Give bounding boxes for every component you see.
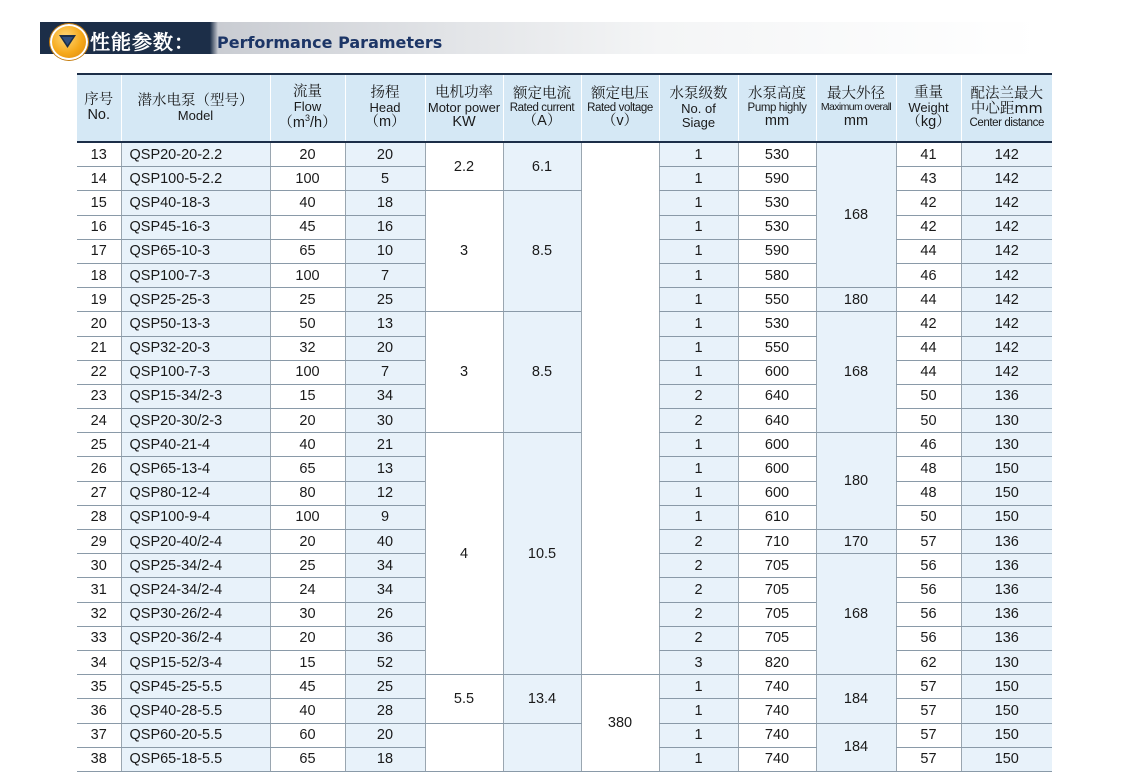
header-height-zh: 水泵高度 xyxy=(748,85,806,102)
cell-stages: 1 xyxy=(659,505,738,529)
cell-no: 16 xyxy=(77,215,121,239)
cell-pump-height: 590 xyxy=(738,167,816,191)
cell-flow: 40 xyxy=(270,433,345,457)
header-diameter xyxy=(816,74,896,142)
cell-flange-distance: 150 xyxy=(961,699,1052,723)
header-flow-unit-pre: （m xyxy=(278,114,305,131)
cell-weight: 44 xyxy=(896,288,961,312)
cell-flange-distance: 150 xyxy=(961,505,1052,529)
cell-flange-distance: 150 xyxy=(961,723,1052,747)
header-diameter-zh: 最大外径 xyxy=(827,86,885,103)
cell-pump-height: 550 xyxy=(738,288,816,312)
cell-no: 34 xyxy=(77,650,121,674)
cell-weight: 42 xyxy=(896,191,961,215)
cell-stages: 1 xyxy=(659,312,738,336)
cell-pump-height: 705 xyxy=(738,626,816,650)
cell-weight: 44 xyxy=(896,336,961,360)
table-body xyxy=(77,142,1052,771)
cell-flow: 20 xyxy=(270,626,345,650)
cell-head: 25 xyxy=(345,675,425,699)
cell-weight: 57 xyxy=(896,675,961,699)
cell-model: QSP40-21-4 xyxy=(121,433,270,457)
cell-no: 23 xyxy=(77,384,121,408)
cell-pump-height: 600 xyxy=(738,360,816,384)
header-head xyxy=(345,74,425,142)
cell-flow: 15 xyxy=(270,384,345,408)
performance-table-wrapper xyxy=(77,73,1052,772)
cell-head: 21 xyxy=(345,433,425,457)
cell-model: QSP100-5-2.2 xyxy=(121,167,270,191)
cell-flow: 15 xyxy=(270,650,345,674)
cell-stages: 1 xyxy=(659,723,738,747)
header-power-zh: 电机功率 xyxy=(435,84,493,101)
cell-weight: 42 xyxy=(896,215,961,239)
header-current-zh: 额定电流 xyxy=(513,85,571,102)
cell-weight: 56 xyxy=(896,578,961,602)
cell-weight: 43 xyxy=(896,167,961,191)
cell-head: 36 xyxy=(345,626,425,650)
header-stages xyxy=(659,74,738,142)
cell-weight: 42 xyxy=(896,312,961,336)
cell-flange-distance: 142 xyxy=(961,263,1052,287)
section-title-en: Performance Parameters xyxy=(217,33,443,52)
cell-no: 28 xyxy=(77,505,121,529)
cell-head: 40 xyxy=(345,530,425,554)
cell-weight: 57 xyxy=(896,747,961,771)
header-head-en: Head xyxy=(369,100,401,116)
cell-stages: 2 xyxy=(659,626,738,650)
header-voltage-unit: （v） xyxy=(601,113,639,130)
cell-head: 34 xyxy=(345,578,425,602)
cell-no: 27 xyxy=(77,481,121,505)
cell-stages: 1 xyxy=(659,675,738,699)
cell-pump-height: 600 xyxy=(738,457,816,481)
cell-head: 13 xyxy=(345,457,425,481)
cell-head: 34 xyxy=(345,384,425,408)
cell-weight: 56 xyxy=(896,554,961,578)
cell-no: 17 xyxy=(77,239,121,263)
cell-head: 30 xyxy=(345,409,425,433)
table-row xyxy=(77,433,1052,457)
cell-flow: 100 xyxy=(270,263,345,287)
header-height-unit: mm xyxy=(764,113,790,130)
cell-flange-distance: 130 xyxy=(961,409,1052,433)
cell-flow: 25 xyxy=(270,288,345,312)
cell-max-diameter: 168 xyxy=(816,312,896,433)
cell-model: QSP65-10-3 xyxy=(121,239,270,263)
cell-model: QSP50-13-3 xyxy=(121,312,270,336)
cell-no: 15 xyxy=(77,191,121,215)
section-header-band xyxy=(40,22,1139,54)
cell-stages: 1 xyxy=(659,360,738,384)
header-flange-zh: 配法兰最大 xyxy=(970,85,1043,102)
cell-flange-distance: 142 xyxy=(961,215,1052,239)
cell-flange-distance: 142 xyxy=(961,360,1052,384)
cell-no: 31 xyxy=(77,578,121,602)
cell-weight: 50 xyxy=(896,409,961,433)
cell-no: 13 xyxy=(77,142,121,167)
cell-weight: 46 xyxy=(896,433,961,457)
cell-flow: 100 xyxy=(270,167,345,191)
header-flow-zh: 流量 xyxy=(293,84,322,101)
cell-model: QSP100-7-3 xyxy=(121,263,270,287)
header-diameter-unit: mm xyxy=(843,112,869,129)
header-flow-unit-post: /h） xyxy=(310,114,337,131)
cell-flow: 65 xyxy=(270,747,345,771)
cell-stages: 2 xyxy=(659,578,738,602)
cell-stages: 1 xyxy=(659,263,738,287)
cell-max-diameter: 168 xyxy=(816,554,896,675)
cell-no: 36 xyxy=(77,699,121,723)
header-power xyxy=(425,74,503,142)
cell-flange-distance: 136 xyxy=(961,384,1052,408)
cell-flow: 20 xyxy=(270,530,345,554)
cell-rated-current: 8.5 xyxy=(503,312,581,433)
cell-head: 7 xyxy=(345,360,425,384)
cell-flow: 20 xyxy=(270,409,345,433)
cell-model: QSP40-28-5.5 xyxy=(121,699,270,723)
cell-pump-height: 640 xyxy=(738,384,816,408)
cell-rated-current: 10.5 xyxy=(503,433,581,675)
cell-stages: 1 xyxy=(659,747,738,771)
cell-pump-height: 600 xyxy=(738,481,816,505)
cell-stages: 2 xyxy=(659,602,738,626)
cell-pump-height: 530 xyxy=(738,312,816,336)
cell-stages: 1 xyxy=(659,239,738,263)
cell-no: 20 xyxy=(77,312,121,336)
header-stages-en: No. of xyxy=(681,100,716,116)
cell-pump-height: 740 xyxy=(738,675,816,699)
cell-flange-distance: 136 xyxy=(961,578,1052,602)
cell-max-diameter: 180 xyxy=(816,433,896,530)
cell-stages: 2 xyxy=(659,409,738,433)
cell-flange-distance: 150 xyxy=(961,747,1052,771)
cell-pump-height: 590 xyxy=(738,239,816,263)
cell-no: 18 xyxy=(77,263,121,287)
cell-flow: 40 xyxy=(270,699,345,723)
header-height-en: Pump highly xyxy=(747,101,807,114)
cell-weight: 56 xyxy=(896,626,961,650)
header-weight-unit: （kg） xyxy=(906,113,951,130)
cell-stages: 2 xyxy=(659,530,738,554)
cell-flange-distance: 142 xyxy=(961,312,1052,336)
cell-flange-distance: 142 xyxy=(961,142,1052,167)
cell-model: QSP15-52/3-4 xyxy=(121,650,270,674)
cell-pump-height: 710 xyxy=(738,530,816,554)
cell-no: 26 xyxy=(77,457,121,481)
cell-max-diameter: 184 xyxy=(816,723,896,771)
cell-motor-power xyxy=(425,723,503,771)
cell-stages: 1 xyxy=(659,433,738,457)
header-current xyxy=(503,74,581,142)
performance-parameters-table xyxy=(77,73,1052,772)
cell-weight: 62 xyxy=(896,650,961,674)
cell-no: 33 xyxy=(77,626,121,650)
cell-flow: 32 xyxy=(270,336,345,360)
cell-no: 30 xyxy=(77,554,121,578)
cell-motor-power: 5.5 xyxy=(425,675,503,723)
cell-flow: 100 xyxy=(270,360,345,384)
header-height xyxy=(738,74,816,142)
cell-pump-height: 705 xyxy=(738,602,816,626)
table-row xyxy=(77,191,1052,215)
cell-pump-height: 530 xyxy=(738,215,816,239)
cell-weight: 50 xyxy=(896,384,961,408)
header-flow-unit xyxy=(272,114,344,131)
cell-flow: 24 xyxy=(270,578,345,602)
header-current-en: Rated current xyxy=(509,101,575,114)
cell-weight: 46 xyxy=(896,263,961,287)
cell-stages: 2 xyxy=(659,554,738,578)
table-row xyxy=(77,142,1052,167)
cell-head: 9 xyxy=(345,505,425,529)
cell-pump-height: 820 xyxy=(738,650,816,674)
cell-no: 37 xyxy=(77,723,121,747)
cell-stages: 3 xyxy=(659,650,738,674)
cell-flow: 80 xyxy=(270,481,345,505)
header-model-zh: 潜水电泵（型号） xyxy=(137,92,254,109)
cell-head: 28 xyxy=(345,699,425,723)
cell-pump-height: 705 xyxy=(738,578,816,602)
cell-model: QSP20-30/2-3 xyxy=(121,409,270,433)
cell-pump-height: 530 xyxy=(738,142,816,167)
cell-head: 16 xyxy=(345,215,425,239)
cell-flange-distance: 150 xyxy=(961,457,1052,481)
cell-head: 5 xyxy=(345,167,425,191)
cell-no: 24 xyxy=(77,409,121,433)
cell-stages: 1 xyxy=(659,457,738,481)
cell-stages: 1 xyxy=(659,167,738,191)
cell-model: QSP30-26/2-4 xyxy=(121,602,270,626)
cell-flow: 20 xyxy=(270,142,345,167)
cell-flange-distance: 142 xyxy=(961,167,1052,191)
cell-model: QSP20-36/2-4 xyxy=(121,626,270,650)
cell-no: 35 xyxy=(77,675,121,699)
cell-flow: 50 xyxy=(270,312,345,336)
cell-no: 14 xyxy=(77,167,121,191)
cell-head: 10 xyxy=(345,239,425,263)
cell-pump-height: 530 xyxy=(738,191,816,215)
chevron-down-badge-icon xyxy=(50,24,88,60)
cell-model: QSP100-9-4 xyxy=(121,505,270,529)
header-weight-en: Weight xyxy=(908,100,949,116)
header-no-zh: 序号 xyxy=(84,91,114,108)
header-flow-en: Flow xyxy=(293,99,322,115)
cell-flange-distance: 136 xyxy=(961,554,1052,578)
cell-max-diameter: 170 xyxy=(816,530,896,554)
header-model-en: Model xyxy=(177,107,214,123)
cell-flange-distance: 136 xyxy=(961,626,1052,650)
cell-model: QSP65-18-5.5 xyxy=(121,747,270,771)
header-voltage xyxy=(581,74,659,142)
table-row xyxy=(77,723,1052,747)
header-voltage-zh: 额定电压 xyxy=(591,85,649,102)
cell-stages: 1 xyxy=(659,481,738,505)
header-voltage-en: Rated voltage xyxy=(587,101,653,114)
cell-flange-distance: 142 xyxy=(961,288,1052,312)
cell-model: QSP45-25-5.5 xyxy=(121,675,270,699)
cell-head: 20 xyxy=(345,723,425,747)
cell-stages: 2 xyxy=(659,384,738,408)
table-row xyxy=(77,675,1052,699)
cell-head: 25 xyxy=(345,288,425,312)
table-header-row xyxy=(77,74,1052,142)
cell-rated-current: 13.4 xyxy=(503,675,581,723)
cell-model: QSP25-25-3 xyxy=(121,288,270,312)
cell-weight: 57 xyxy=(896,530,961,554)
cell-stages: 1 xyxy=(659,336,738,360)
chevron-down-icon xyxy=(59,35,76,48)
cell-pump-height: 610 xyxy=(738,505,816,529)
cell-flange-distance: 150 xyxy=(961,675,1052,699)
cell-rated-voltage: 380 xyxy=(581,675,659,772)
cell-weight: 56 xyxy=(896,602,961,626)
cell-no: 38 xyxy=(77,747,121,771)
header-no-en: No. xyxy=(87,107,111,123)
section-title-zh: 性能参数： xyxy=(90,30,195,54)
cell-no: 22 xyxy=(77,360,121,384)
cell-flange-distance: 150 xyxy=(961,481,1052,505)
cell-max-diameter: 168 xyxy=(816,142,896,288)
cell-head: 20 xyxy=(345,336,425,360)
cell-model: QSP80-12-4 xyxy=(121,481,270,505)
cell-flow: 65 xyxy=(270,239,345,263)
cell-pump-height: 580 xyxy=(738,263,816,287)
cell-flange-distance: 142 xyxy=(961,239,1052,263)
cell-flange-distance: 130 xyxy=(961,650,1052,674)
cell-stages: 1 xyxy=(659,215,738,239)
cell-no: 32 xyxy=(77,602,121,626)
cell-flow: 40 xyxy=(270,191,345,215)
cell-flange-distance: 142 xyxy=(961,191,1052,215)
cell-head: 52 xyxy=(345,650,425,674)
cell-pump-height: 740 xyxy=(738,699,816,723)
cell-flow: 25 xyxy=(270,554,345,578)
cell-flange-distance: 136 xyxy=(961,530,1052,554)
header-stages-en2: Siage xyxy=(681,114,716,130)
cell-pump-height: 740 xyxy=(738,747,816,771)
cell-head: 34 xyxy=(345,554,425,578)
cell-weight: 57 xyxy=(896,723,961,747)
header-flange xyxy=(961,74,1052,142)
cell-weight: 44 xyxy=(896,360,961,384)
header-head-zh: 扬程 xyxy=(370,84,400,101)
cell-rated-current: 8.5 xyxy=(503,191,581,312)
cell-flow: 60 xyxy=(270,723,345,747)
cell-weight: 41 xyxy=(896,142,961,167)
cell-weight: 44 xyxy=(896,239,961,263)
cell-flow: 30 xyxy=(270,602,345,626)
cell-model: QSP45-16-3 xyxy=(121,215,270,239)
cell-motor-power: 4 xyxy=(425,433,503,675)
cell-head: 18 xyxy=(345,191,425,215)
cell-stages: 1 xyxy=(659,142,738,167)
cell-motor-power: 3 xyxy=(425,191,503,312)
cell-weight: 57 xyxy=(896,699,961,723)
cell-model: QSP60-20-5.5 xyxy=(121,723,270,747)
header-power-en: Motor power xyxy=(427,100,501,116)
cell-pump-height: 705 xyxy=(738,554,816,578)
cell-model: QSP25-34/2-4 xyxy=(121,554,270,578)
header-head-unit: （m） xyxy=(364,113,406,130)
header-flow xyxy=(270,74,345,142)
header-weight-zh: 重量 xyxy=(914,84,943,101)
cell-motor-power: 2.2 xyxy=(425,142,503,191)
cell-weight: 50 xyxy=(896,505,961,529)
header-current-unit: （A） xyxy=(522,113,562,130)
cell-model: QSP65-13-4 xyxy=(121,457,270,481)
cell-flow: 65 xyxy=(270,457,345,481)
cell-flange-distance: 142 xyxy=(961,336,1052,360)
cell-stages: 1 xyxy=(659,699,738,723)
header-stages-zh: 水泵级数 xyxy=(669,85,728,102)
cell-model: QSP24-34/2-4 xyxy=(121,578,270,602)
cell-flow: 45 xyxy=(270,675,345,699)
cell-no: 29 xyxy=(77,530,121,554)
table-row xyxy=(77,312,1052,336)
cell-head: 12 xyxy=(345,481,425,505)
cell-head: 13 xyxy=(345,312,425,336)
cell-model: QSP32-20-3 xyxy=(121,336,270,360)
cell-pump-height: 600 xyxy=(738,433,816,457)
cell-weight: 48 xyxy=(896,457,961,481)
cell-rated-voltage xyxy=(581,142,659,675)
cell-stages: 1 xyxy=(659,288,738,312)
cell-flange-distance: 136 xyxy=(961,602,1052,626)
header-flange-en: Center distance xyxy=(969,117,1045,130)
cell-head: 20 xyxy=(345,142,425,167)
cell-pump-height: 740 xyxy=(738,723,816,747)
cell-rated-current: 6.1 xyxy=(503,142,581,191)
header-diameter-en: Maximum overall xyxy=(820,101,892,114)
cell-rated-current xyxy=(503,723,581,771)
cell-weight: 48 xyxy=(896,481,961,505)
header-weight xyxy=(896,74,961,142)
header-power-unit: KW xyxy=(452,113,476,130)
cell-flange-distance: 130 xyxy=(961,433,1052,457)
header-model xyxy=(121,74,270,142)
cell-model: QSP40-18-3 xyxy=(121,191,270,215)
cell-pump-height: 550 xyxy=(738,336,816,360)
cell-head: 18 xyxy=(345,747,425,771)
cell-head: 26 xyxy=(345,602,425,626)
header-no xyxy=(77,74,121,142)
cell-flow: 45 xyxy=(270,215,345,239)
cell-no: 21 xyxy=(77,336,121,360)
cell-model: QSP100-7-3 xyxy=(121,360,270,384)
header-flange-zh2: 中心距mm xyxy=(970,100,1043,117)
cell-stages: 1 xyxy=(659,191,738,215)
cell-motor-power: 3 xyxy=(425,312,503,433)
cell-model: QSP20-40/2-4 xyxy=(121,530,270,554)
cell-no: 25 xyxy=(77,433,121,457)
header-flow-unit-sup: 3 xyxy=(304,112,310,123)
cell-flow: 100 xyxy=(270,505,345,529)
cell-head: 7 xyxy=(345,263,425,287)
cell-max-diameter: 180 xyxy=(816,288,896,312)
cell-max-diameter: 184 xyxy=(816,675,896,723)
cell-model: QSP15-34/2-3 xyxy=(121,384,270,408)
cell-model: QSP20-20-2.2 xyxy=(121,142,270,167)
cell-no: 19 xyxy=(77,288,121,312)
cell-pump-height: 640 xyxy=(738,409,816,433)
